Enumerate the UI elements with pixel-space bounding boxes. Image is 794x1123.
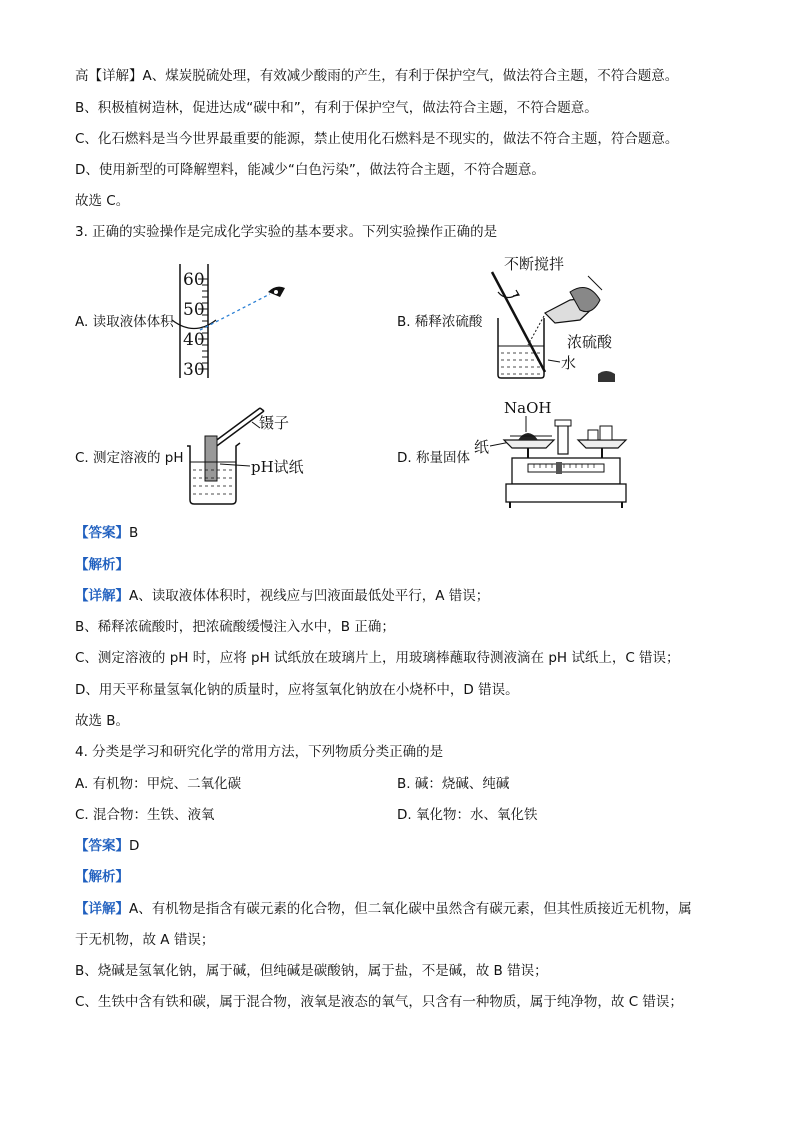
bottle-cap (598, 371, 615, 382)
tick-label: 50 (183, 300, 205, 320)
detail-text: A、有机物是指含有碳元素的化合物，但二氧化碳中虽然含有碳元素，但其性质接近无机物，属 (129, 901, 692, 917)
q4-option-b: B. 碱：烧碱、纯碱 (397, 776, 510, 792)
ph-paper (205, 436, 217, 481)
text-line: D、使用新型的可降解塑料，能减少“白色污染”，做法符合主题，不符合题意。 (75, 162, 545, 178)
label-paper: 纸 (474, 438, 490, 456)
figure-b-dilution (470, 250, 630, 390)
question-4-stem: 4. 分类是学习和研究化学的常用方法，下列物质分类正确的是 (75, 744, 444, 760)
q3-option-c: C. 测定溶液的 pH (75, 450, 184, 466)
detail-line: B、稀释浓硫酸时，把浓硫酸缓慢注入水中，B 正确； (75, 619, 395, 635)
balance-base (506, 484, 626, 502)
text-line: 高【详解】A、煤炭脱硫处理，有效减少酸雨的产生，有利于保护空气，做法符合主题，不符合题意。 (75, 68, 679, 84)
sight-line (200, 294, 270, 330)
detail-tag: 【详解】 (75, 588, 129, 604)
answer-value: B (129, 525, 139, 541)
answer-line (75, 837, 139, 855)
detail-line: C、测定溶液的 pH 时，应将 pH 试纸放在玻璃片上，用玻璃棒蘸取待测液滴在 pH 试纸上，C 错误； (75, 650, 680, 666)
tick-label: 40 (183, 330, 205, 350)
question-3-stem: 3. 正确的实验操作是完成化学实验的基本要求。下列实验操作正确的是 (75, 224, 498, 240)
analysis-label (75, 556, 129, 574)
answer-label: 【答案】 (75, 838, 129, 854)
meniscus (172, 320, 216, 329)
answer-value: D (129, 838, 140, 854)
analysis-tag: 【解析】 (75, 557, 129, 573)
pointer-column (558, 424, 568, 454)
q3-option-d: D. 称量固体 (397, 450, 470, 466)
tick-label: 30 (183, 360, 205, 380)
scale-bar (528, 464, 604, 472)
text-line: B、积极植树造林，促进达成“碳中和”，有利于保护空气，做法符合主题，不符合题意。 (75, 100, 598, 116)
detail-line: 于无机物，故 A 错误； (75, 932, 215, 948)
text-line: C、化石燃料是当今世界最重要的能源，禁止使用化石燃料是不现实的，做法不符合主题，符合题意。 (75, 131, 679, 147)
detail-line: B、烧碱是氢氧化钠，属于碱，但纯碱是碳酸钠，属于盐，不是碱，故 B 错误； (75, 963, 548, 979)
weight (588, 430, 598, 440)
label-tweezers: 镊子 (259, 414, 290, 432)
left-pan (504, 440, 554, 448)
q4-option-a: A. 有机物：甲烷、二氧化碳 (75, 776, 242, 792)
detail-text: A、读取液体体积时，视线应与凹液面最低处平行，A 错误； (129, 588, 490, 604)
q4-option-d: D. 氧化物：水、氧化铁 (397, 807, 538, 823)
figure-c-ph-test (180, 400, 320, 510)
q3-option-a: A. 读取液体体积 (75, 314, 174, 330)
detail-line: D、用天平称量氢氧化钠的质量时，应将氢氧化钠放在小烧杯中，D 错误。 (75, 682, 519, 698)
detail-tag: 【详解】 (75, 901, 129, 917)
right-pan (578, 440, 626, 448)
label-stir: 不断搅拌 (504, 255, 565, 273)
detail-line (75, 587, 489, 605)
label-ph-paper: pH试纸 (251, 458, 304, 476)
q3-option-b: B. 稀释浓硫酸 (397, 314, 483, 330)
figure-a-cylinder (170, 262, 300, 382)
choose-line: 故选 C。 (75, 193, 130, 209)
analysis-label (75, 868, 129, 886)
choose-line: 故选 B。 (75, 713, 130, 729)
glass-rod (492, 272, 545, 372)
label-naoh: NaOH (504, 399, 552, 417)
label-water: 水 (561, 354, 577, 372)
detail-line (75, 900, 692, 918)
tick-label: 60 (183, 270, 205, 290)
analysis-tag: 【解析】 (75, 869, 129, 885)
answer-line (75, 524, 138, 542)
answer-label: 【答案】 (75, 525, 129, 541)
detail-line: C、生铁中含有铁和碳，属于混合物，液氧是液态的氧气，只含有一种物质，属于纯净物，故 C 错误； (75, 994, 683, 1010)
figure-d-balance (470, 396, 630, 516)
label-acid: 浓硫酸 (567, 333, 613, 351)
weight (600, 426, 612, 440)
q4-option-c: C. 混合物：生铁、液氧 (75, 807, 215, 823)
